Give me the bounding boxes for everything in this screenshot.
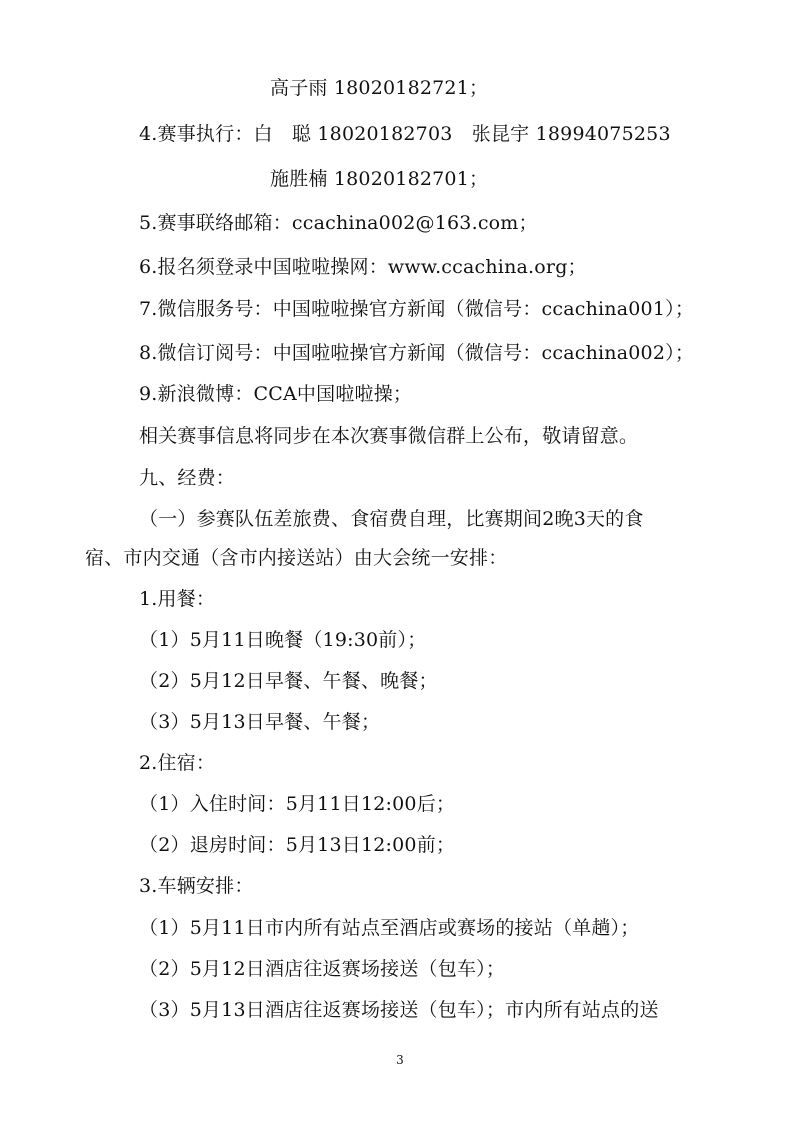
- accommodation-heading: 2.住宿：: [139, 752, 216, 774]
- contact-line-shi-shengnan: 施胜楠 18020182701；: [270, 168, 489, 190]
- expense-paragraph-line-2: 宿、市内交通（含市内接送站）由大会统一安排：: [85, 547, 508, 569]
- meals-heading: 1.用餐：: [139, 588, 216, 610]
- weibo-line: 9.新浪微博：CCA中国啦啦操；: [139, 383, 413, 405]
- meal-item-2: （2）5月12日早餐、午餐、晚餐；: [139, 670, 438, 692]
- vehicle-heading: 3.车辆安排：: [139, 875, 254, 897]
- meal-item-3: （3）5月13日早餐、午餐；: [139, 711, 381, 733]
- wechat-service-line: 7.微信服务号：中国啦啦操官方新闻（微信号：ccachina001）；: [139, 298, 695, 320]
- contact-email-line: 5.赛事联络邮箱：ccachina002@163.com；: [139, 212, 538, 234]
- expense-paragraph-line-1: （一）参赛队伍差旅费、食宿费自理，比赛期间2晚3天的食: [139, 508, 644, 530]
- wechat-subscription-line: 8.微信订阅号：中国啦啦操官方新闻（微信号：ccachina002）；: [139, 342, 695, 364]
- page-number: 3: [396, 1053, 404, 1067]
- registration-website-line: 6.报名须登录中国啦啦操网：www.ccachina.org；: [139, 256, 587, 278]
- notice-line: 相关赛事信息将同步在本次赛事微信群上公布，敬请留意。: [139, 425, 639, 447]
- event-execution-line: 4.赛事执行：白 聪 18020182703 张昆宇 18994075253: [139, 123, 671, 145]
- vehicle-item-1: （1）5月11日市内所有站点至酒店或赛场的接站（单趟）；: [139, 917, 640, 939]
- contact-line-gao-ziyu: 高子雨 18020182721；: [270, 77, 489, 99]
- section-heading-expenses: 九、经费：: [139, 467, 236, 489]
- vehicle-item-2: （2）5月12日酒店往返赛场接送（包车）；: [139, 958, 506, 980]
- vehicle-item-3: （3）5月13日酒店往返赛场接送（包车）；市内所有站点的送: [139, 999, 659, 1021]
- accommodation-item-1: （1）入住时间：5月11日12:00后；: [139, 793, 456, 815]
- accommodation-item-2: （2）退房时间：5月13日12:00前；: [139, 834, 456, 856]
- meal-item-1: （1）5月11日晚餐（19:30前）；: [139, 629, 427, 651]
